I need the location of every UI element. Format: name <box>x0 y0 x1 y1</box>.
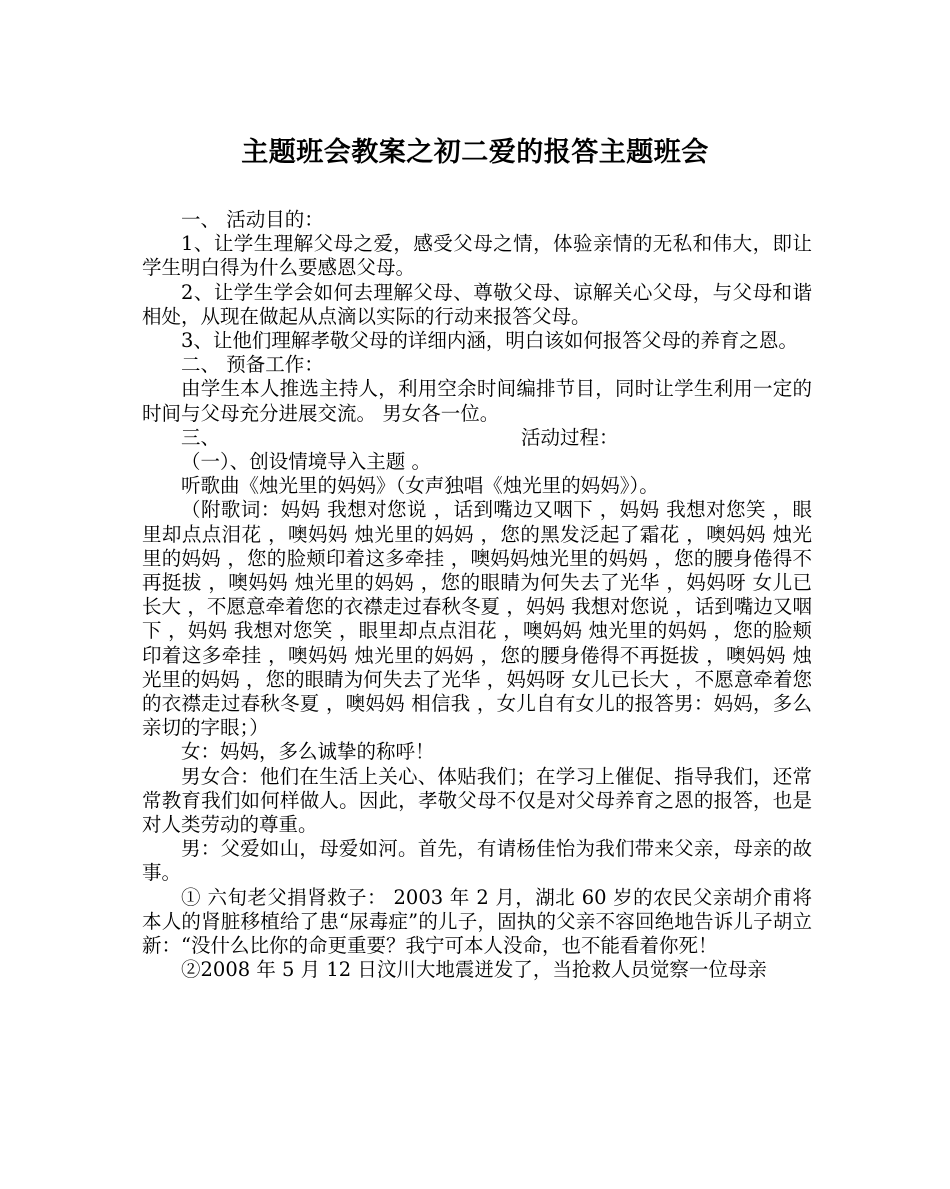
document-body <box>142 208 812 983</box>
subsection-heading-1: （一）、创设情境导入主题 。 <box>181 450 431 474</box>
paragraph-goal-3: 3、让他们理解孝敬父母的详细内涵，明白该如何报答父母的养育之恩。 <box>181 329 798 353</box>
section-heading-2: 二、 预备工作： <box>181 353 324 377</box>
paragraph-male-line: 男：父爱如山，母爱如河。首先，有请杨佳怡为我们带来父亲，母亲的故事。 <box>142 837 812 885</box>
paragraph-song: 听歌曲《烛光里的妈妈》（女声独唱《烛光里的妈妈》）。 <box>181 474 659 498</box>
paragraph-female-line: 女：妈妈，多么诚挚的称呼！ <box>181 740 435 764</box>
paragraph-goal-2: 2、让学生学会如何去理解父母、尊敬父母、谅解关心父母，与父母和谐相处，从现在做起从点滴以实际的行动来报答父母。 <box>142 280 812 328</box>
paragraph-goal-1: 1、让学生理解父母之爱，感受父母之情，体验亲情的无私和伟大，即让学生明白得为什么要感恩父母。 <box>142 232 812 280</box>
paragraph-preparation: 由学生本人推选主持人，利用空余时间编排节目，同时让学生利用一定的时间与父母充分进展交流。 男女各一位。 <box>142 377 812 425</box>
document-title: 主题班会教案之初二爱的报答主题班会 <box>241 137 709 168</box>
paragraph-story-1: ① 六旬老父捐肾救子： 2003 年 2 月，湖北 60 岁的农民父亲胡介甫将本人的肾脏移植给了患“尿毒症”的儿子，固执的父亲不容回绝地告诉儿子胡立新：“没什么比你的命更重要？我宁可本人没命，也不能看着你死！ <box>142 885 812 958</box>
section-heading-1: 一、 活动目的： <box>181 208 324 231</box>
paragraph-lyrics: （附歌词：妈妈 我想对您说 ，话到嘴边又咽下 ，妈妈 我想对您笑 ，眼里却点点泪花 ，噢妈妈 烛光里的妈妈 ，您的黑发泛起了霜花 ，噢妈妈 烛光里的妈妈 ，您的脸颊印着这多牵挂 ，噢妈妈烛光里的妈妈 ，您的腰身倦得不再挺拔 ，噢妈妈 烛光里的妈妈 ，您的眼睛为何失去了光华 ，妈妈呀 女儿已长大 ，不愿意牵着您的衣襟走过春秋冬夏 ，妈妈 我想对您说 ，话到嘴边又咽下 ，妈妈 我想对您笑 ，眼里却点点泪花 ，噢妈妈 烛光里的妈妈 ，您的脸颊印着这多牵挂 ，噢妈妈 烛光里的妈妈 ，您的腰身倦得不再挺拔 ，噢妈妈 烛光里的妈妈 ，您的眼睛为何失去了光华 ，妈妈呀 女儿已长大 ，不愿意牵着您的衣襟走过春秋冬夏 ，噢妈妈 相信我 ，女儿自有女儿的报答男：妈妈，多么亲切的字眼；） <box>142 498 812 740</box>
paragraph-together-line: 男女合：他们在生活上关心、体贴我们；在学习上催促、指导我们，还常常教育我们如何样做人。因此，孝敬父母不仅是对父母养育之恩的报答，也是对人类劳动的尊重。 <box>142 764 812 837</box>
section-heading-3-label: 活动过程： <box>521 425 619 449</box>
section-heading-3-number: 三、 <box>181 425 221 449</box>
paragraph-story-2: ②2008 年 5 月 12 日汶川大地震迸发了，当抢救人员觉察一位母亲 <box>181 958 767 982</box>
section-heading-3 <box>142 426 812 450</box>
